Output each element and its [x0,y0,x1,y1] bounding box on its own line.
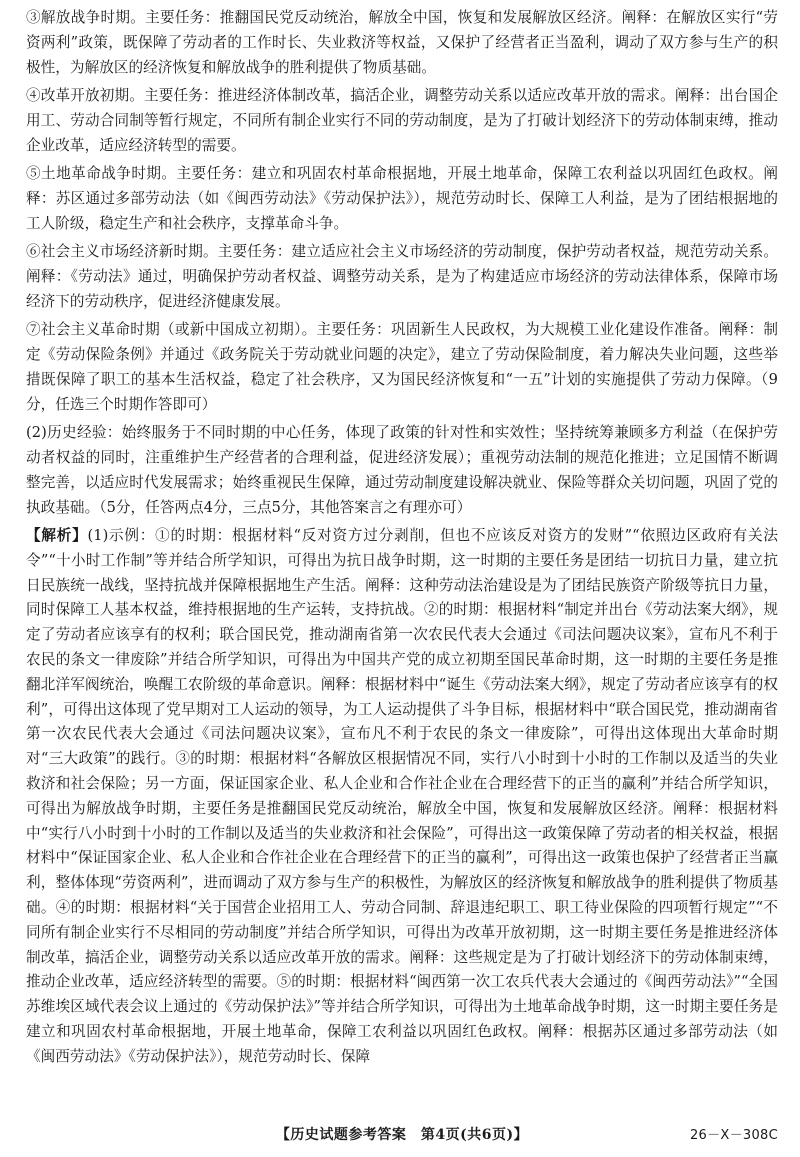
answer-paragraph-reform-opening: ④改革开放初期。主要任务：推进经济体制改革，搞活企业，调整劳动关系以适应改革开放的需求。阐释：出台国企用工、劳动合同制等暂行规定，不同所有制企业实行不同的劳动制度，是为了打破计划经济下的劳动体制束缚，推动企业改革，适应经济转型的需要。 [26,87,778,154]
page-footer [26,1124,778,1148]
footer-code: 26－X－308C [689,1128,778,1143]
analysis-paragraph [26,524,778,1070]
analysis-label: 【解析】 [26,527,88,545]
footer-title: 【历史试题参考答案 第4页(共6页)】 [275,1127,529,1143]
answer-paragraph-historical-experience: (2)历史经验：始终服务于不同时期的中心任务，体现了政策的针对性和实效性；坚持统筹兼顾多方利益（在保护劳动者权益的同时，注重维护生产经营者的合理利益，促进经济发展）；重视劳动法制的规范化推进；立足国情不断调整完善，以适应时代发展需求；始终重视民生保障，通过劳动制度建设解决就业、保险等群众关切问题，巩固了党的执政基础。（5分，任答两点4分，三点5分，其他答案言之有理亦可） [26,424,778,516]
answer-paragraph-land-revolution: ⑤土地革命战争时期。主要任务：建立和巩固农村革命根据地，开展土地革命，保障工农利益以巩固红色政权。阐释：苏区通过多部劳动法（如《闽西劳动法》《劳动保护法》），规范劳动时长、保障工人利益，是为了团结根据地的工人阶级，稳定生产和社会秩序，支撑革命斗争。 [26,165,778,232]
answer-paragraph-liberation-war: ③解放战争时期。主要任务：推翻国民党反动统治，解放全中国，恢复和发展解放区经济。阐释：在解放区实行“劳资两利”政策，既保障了劳动者的工作时长、失业救济等权益，又保护了经营者正当盈利，调动了双方参与生产的积极性，为解放区的经济恢复和解放战争的胜利提供了物质基础。 [26,9,778,76]
analysis-text: (1)示例：①的时期：根据材料“反对资方过分剥削，但也不应该反对资方的发财”“依照边区政府有关法令”“十小时工作制”等并结合所学知识，可得出为抗日战争时期，这一时期的主要任务是团结一切抗日力量，建立抗日民族统一战线，坚持抗战并保障根据地生产生活。阐释：这种劳动法治建设是为了团结民族资产阶级等抗日力量，同时保障工人基本权益，维持根据地的生产运转，支持抗战。②的时期：根据材料“制定并出台《劳动法案大纲》，规定了劳动者应该享有的权利；联合国民党，推动湖南省第一次农民代表大会通过《司法问题决议案》，宣布凡不利于农民的条文一律废除”并结合所学知识，可得出为中国共产党的成立初期至国民革命时期，这一时期的主要任务是推翻北洋军阀统治，唤醒工农阶级的革命意识。阐释：根据材料中“诞生《劳动法案大纲》，规定了劳动者应该享有的权利”，可得出这体现了党早期对工人运动的领导，为工人运动提供了斗争目标，根据材料中“联合国民党，推动湖南省第一次农民代表大会通过《司法问题决议案》，宣布凡不利于农民的条文一律废除”，可得出这体现出大革命时期对“三大政策”的践行。③的时期：根据材料“各解放区根据情况不同，实行八小时到十小时的工作制以及适当的失业救济和社会保险；另一方面，保证国家企业、私人企业和合作社企业在合理经营下的正当的赢利”并结合所学知识，可得出为解放战争时期，主要任务是推翻国民党反动统治，解放全中国，恢复和发展解放区经济。阐释：根据材料中“实行八小时到十小时的工作制以及适当的失业救济和社会保险”，可得出这一政策保障了劳动者的相关权益，根据材料中“保证国家企业、私人企业和合作社企业在合理经营下的正当的赢利”，可得出这一政策也保护了经营者正当赢利，整体体现“劳资两利”，进而调动了双方参与生产的积极性，为解放区的经济恢复和解放战争的胜利提供了物质基础。④的时期：根据材料“关于国营企业招用工人、劳动合同制、辞退违纪职工、职工待业保险的四项暂行规定”“不同所有制企业实行不尽相同的劳动制度”并结合所学知识，可得出为改革开放初期，这一时期主要任务是推进经济体制改革，搞活企业，调整劳动关系以适应改革开放的需求。阐释：这些规定是为了打破计划经济下的劳动体制束缚，推动企业改革，适应经济转型的需要。⑤的时期：根据材料“闽西第一次工农兵代表大会通过的《闽西劳动法》”“全国苏维埃区域代表会议上通过的《劳动保护法》”等并结合所学知识，可得出为土地革命战争时期，这一时期主要任务是建立和巩固农村革命根据地，开展土地革命，保障工农利益以巩固红色政权。阐释：根据苏区通过多部劳动法（如《闽西劳动法》《劳动保护法》），规范劳动时长、保障 [26,527,778,1065]
answer-paragraph-socialist-revolution: ⑦社会主义革命时期（或新中国成立初期）。主要任务：巩固新生人民政权，为大规模工业化建设作准备。阐释：制定《劳动保险条例》并通过《政务院关于劳动就业问题的决定》，建立了劳动保险制度，着力解决失业问题，这些举措既保障了职工的基本生活权益，稳定了社会秩序，又为国民经济恢复和“一五”计划的实施提供了劳动力保障。（9分，任选三个时期作答即可） [26,321,778,413]
answer-page [26,6,778,1073]
answer-paragraph-market-economy: ⑥社会主义市场经济新时期。主要任务：建立适应社会主义市场经济的劳动制度，保护劳动者权益，规范劳动关系。阐释：《劳动法》通过，明确保护劳动者权益、调整劳动关系，是为了构建适应市场经济的劳动法律体系，保障市场经济下的劳动秩序，促进经济健康发展。 [26,243,778,310]
